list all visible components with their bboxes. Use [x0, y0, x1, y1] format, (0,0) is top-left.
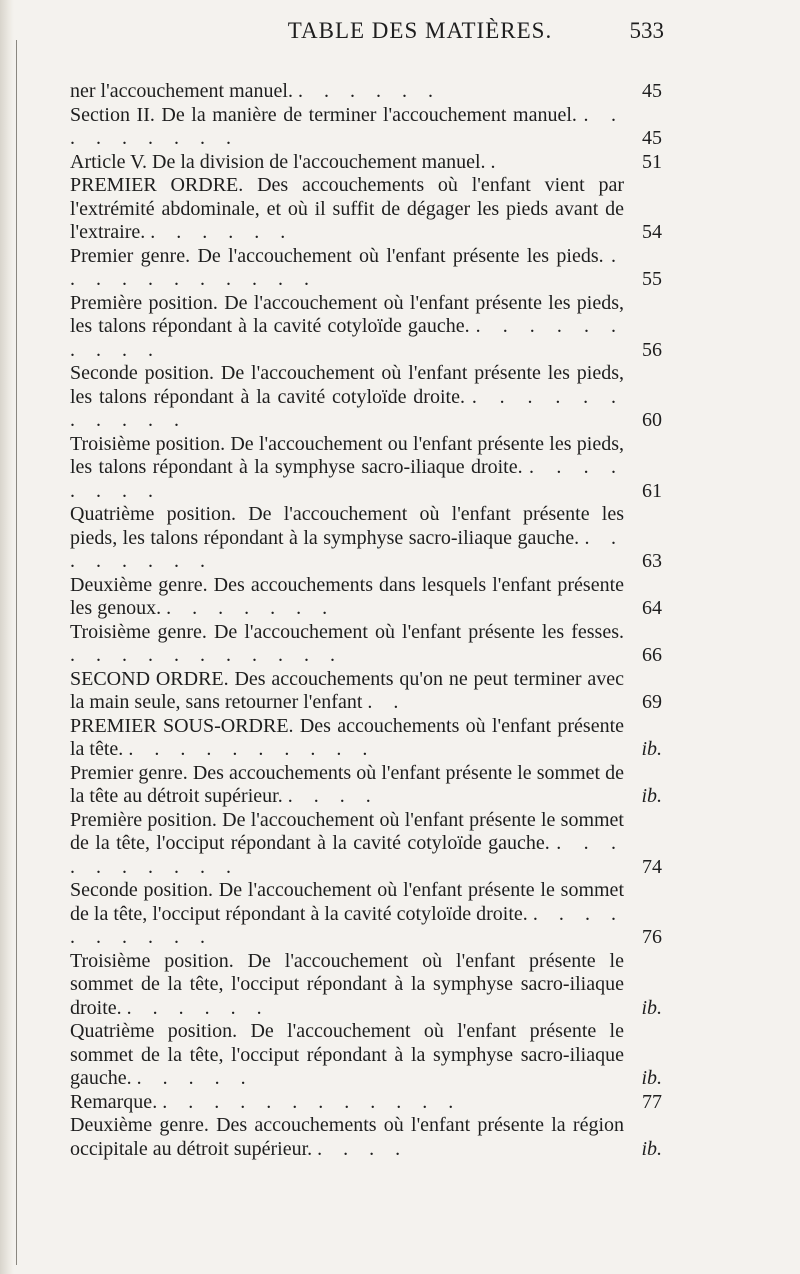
toc-entry-page: 55: [642, 268, 662, 290]
toc-entry-text: ner l'accouchement manuel.: [70, 80, 293, 102]
toc-entry-text: Première position. De l'accouchement où l'enfant présente le sommet de la tête, l'occiput répondant à la cavité cotyloïde gauche.: [70, 808, 624, 854]
toc-entry-page: ib.: [641, 1067, 662, 1089]
toc-entry: [70, 1020, 662, 1091]
toc-entry-page: 63: [642, 550, 662, 572]
toc-entry-text: Deuxième genre. Des accouchements dans lesquels l'enfant présente les genoux.: [70, 573, 624, 619]
toc-dot-leader: . . . . . . . . . . . .: [162, 1090, 462, 1113]
binding-rule: [16, 40, 17, 1265]
toc-dot-leader: . . . . . . . . . . .: [70, 385, 625, 431]
toc-entry-page: 76: [642, 926, 662, 948]
binding-shadow: [0, 0, 14, 1274]
toc-entry: [70, 1091, 662, 1115]
running-header: TABLE DES MATIÈRES.: [287, 18, 553, 43]
toc-entry: [70, 433, 662, 504]
toc-entry: [70, 174, 662, 245]
toc-entry: [70, 762, 662, 809]
toc-entry-page: 66: [642, 644, 662, 666]
toc-entry-page: ib.: [641, 996, 662, 1019]
toc-entry-page: 74: [642, 855, 662, 878]
toc-entry-text: Troisième position. De l'accouchement où l'enfant présente le sommet de la tête, l'occiput répondant à la symphyse sacro-iliaque droite.: [70, 949, 624, 1019]
toc-dot-leader: . . . . . .: [297, 80, 441, 102]
toc-entry-page: 54: [642, 221, 662, 243]
toc-dot-leader: . . . . . . . . . .: [128, 738, 376, 760]
toc-entry-text: Troisième position. De l'accouchement ou l'enfant présente les pieds, les talons répondant à la symphyse sacro-iliaque droite.: [70, 432, 624, 478]
toc-entry: [70, 362, 662, 433]
toc-entry-text: Deuxième genre. Des accouchements où l'enfant présente la région occipitale au détroit supérieur.: [70, 1114, 624, 1160]
toc-dot-leader: . . . . .: [136, 1067, 254, 1089]
toc-entry-page: ib.: [641, 785, 662, 807]
toc-entry-text: Article V. De la division de l'accouchement manuel.: [70, 150, 486, 173]
toc-dot-leader: .: [490, 150, 504, 173]
toc-entry: [70, 715, 662, 762]
toc-entry-page: 45: [642, 80, 662, 102]
toc-entry: [70, 574, 662, 621]
table-of-contents: [70, 80, 662, 1161]
toc-dot-leader: . . . .: [317, 1137, 409, 1160]
toc-entry-text: Section II. De la manière de terminer l'accouchement manuel.: [70, 103, 577, 126]
toc-entry-page: 69: [642, 691, 662, 713]
toc-entry-text: Premier genre. Des accouchements où l'enfant présente le sommet de la tête au détroit supérieur.: [70, 761, 624, 807]
toc-dot-leader: . . . . . . . .: [70, 526, 625, 572]
toc-dot-leader: . . . . . . . .: [70, 456, 625, 502]
toc-entry: [70, 809, 662, 880]
toc-dot-leader: . . . . . . .: [166, 597, 336, 619]
toc-entry-text: Seconde position. De l'accouchement où l'enfant présente le sommet de la tête, l'occiput répondant à la cavité cotyloïde droite.: [70, 879, 624, 925]
toc-dot-leader: . . . . . . . . . .: [70, 902, 625, 948]
toc-dot-leader: . . . . . . . . . . .: [70, 644, 343, 666]
toc-dot-leader: . . . . . . . . .: [70, 103, 625, 149]
toc-dot-leader: . .: [367, 691, 407, 713]
toc-entry-page: 64: [642, 597, 662, 619]
toc-entry-text: Seconde position. De l'accouchement où l'enfant présente les pieds, les talons répondant à la cavité cotyloïde droite.: [70, 362, 624, 408]
toc-entry-page: 60: [642, 409, 662, 431]
toc-entry-text: SECOND ORDRE. Des accouchements qu'on ne peut terminer avec la main seule, sans retourner l'enfant: [70, 667, 624, 713]
toc-entry-page: 51: [642, 150, 662, 173]
toc-dot-leader: . . . . . . . . . . .: [70, 244, 624, 290]
toc-entry: [70, 1114, 662, 1161]
toc-entry-page: 77: [642, 1090, 662, 1113]
toc-entry: [70, 621, 662, 668]
toc-dot-leader: . . . . . .: [126, 996, 270, 1019]
toc-entry: [70, 292, 662, 363]
toc-entry-text: Remarque.: [70, 1090, 158, 1113]
toc-entry: [70, 950, 662, 1021]
toc-entry: [70, 104, 662, 151]
toc-entry: [70, 503, 662, 574]
toc-entry-page: ib.: [641, 1137, 662, 1160]
toc-entry: [70, 245, 662, 292]
toc-entry-page: ib.: [641, 738, 662, 760]
toc-entry-text: Quatrième position. De l'accouchement où l'enfant présente les pieds, les talons répondant à la symphyse sacro-iliaque gauche.: [70, 503, 624, 549]
toc-dot-leader: . . . . . . . . . .: [70, 315, 625, 361]
toc-entry-page: 61: [642, 479, 662, 502]
toc-entry: [70, 151, 662, 175]
toc-entry-text: PREMIER SOUS-ORDRE. Des accouchements où l'enfant présente la tête.: [70, 714, 624, 760]
toc-entry-page: 45: [642, 127, 662, 149]
toc-entry-text: Quatrième position. De l'accouchement où l'enfant présente le sommet de la tête, l'occiput répondant à la symphyse sacro-iliaque gauche.: [70, 1020, 624, 1089]
toc-dot-leader: . . . .: [287, 785, 379, 807]
toc-entry-text: PREMIER ORDRE. Des accouchements où l'enfant vient par l'extrémité abdominale, et où il suffit de dégager les pieds avant de l'extraire.: [70, 174, 624, 243]
toc-entry: [70, 80, 662, 104]
page-number: 533: [629, 18, 664, 43]
toc-dot-leader: . . . . . .: [150, 221, 294, 243]
toc-entry: [70, 879, 662, 950]
toc-dot-leader: . . . . . . . . . .: [70, 832, 625, 878]
toc-entry-text: Première position. De l'accouchement où l'enfant présente les pieds, les talons répondant à la cavité cotyloïde gauche.: [70, 291, 624, 337]
toc-entry-page: 56: [642, 338, 662, 361]
toc-entry-text: Premier genre. De l'accouchement où l'enfant présente les pieds.: [70, 244, 604, 267]
toc-entry-text: Troisième genre. De l'accouchement où l'enfant présente les fesses.: [70, 620, 624, 643]
toc-entry: [70, 668, 662, 715]
